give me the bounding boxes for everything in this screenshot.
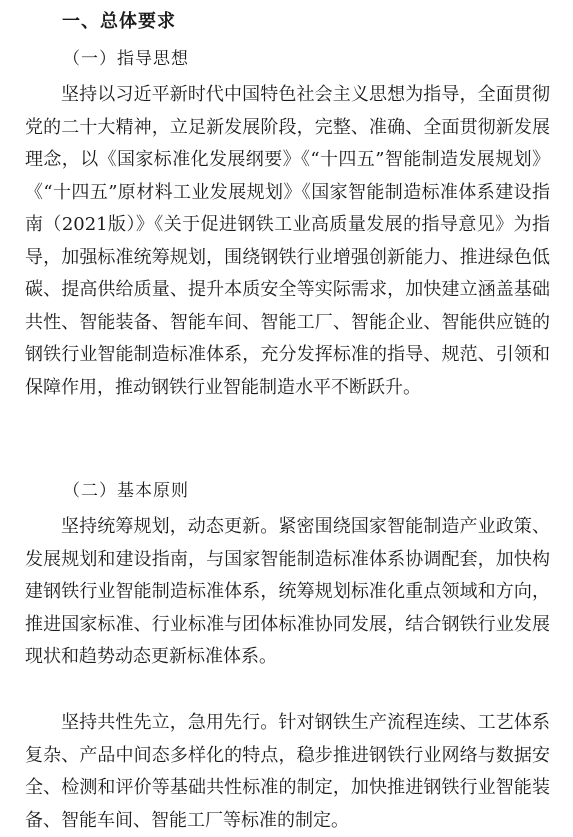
principle-paragraph-2 (25, 707, 550, 837)
guiding-ideology-paragraph (25, 79, 550, 404)
principle-2-text (25, 707, 550, 837)
principle-2-body: 针对钢铁生产流程连续、工艺体系复杂、产品中间态多样化的特点，稳步推进钢铁行业网络与数据安全、检测和评价等基础共性标准的制定，加快推进钢铁行业智能装备、智能车间、智能工厂等标准的制定。 (25, 712, 551, 831)
principle-1-text (25, 511, 550, 674)
principle-2-lead: 坚持共性先立，急用先行。 (61, 712, 279, 733)
section-heading: 一、总体要求 (62, 11, 176, 32)
subsection-heading-basic-principles: （二）基本原则 (63, 481, 189, 501)
principle-paragraph-1 (25, 511, 550, 674)
subsection-heading-guiding-ideology: （一）指导思想 (63, 49, 189, 69)
principle-1-body: 紧密围绕国家智能制造产业政策、发展规划和建设指南，与国家智能制造标准体系协调配套，加快构建钢铁行业智能制造标准体系，统筹规划标准化重点领域和方向，推进国家标准、行业标准与团体标准协同发展，结合钢铁行业发展现状和趋势动态更新标准体系。 (25, 516, 551, 667)
guiding-ideology-text: 坚持以习近平新时代中国特色社会主义思想为指导，全面贯彻党的二十大精神，立足新发展阶段，完整、准确、全面贯彻新发展理念，以《国家标准化发展纲要》《“十四五”智能制造发展规划》《“十四五”原材料工业发展规划》《国家智能制造标准体系建设指南（2021版）》《关于促进钢铁工业高质量发展的指导意见》为指导，加强标准统筹规划，围绕钢铁行业增强创新能力、推进绿色低碳、提高供给质量、提升本质安全等实际需求，加快建立涵盖基础共性、智能装备、智能车间、智能工厂、智能企业、智能供应链的钢铁行业智能制造标准体系，充分发挥标准的指导、规范、引领和保障作用，推动钢铁行业智能制造水平不断跃升。 (25, 84, 550, 398)
principle-1-lead: 坚持统筹规划，动态更新。 (61, 516, 279, 537)
